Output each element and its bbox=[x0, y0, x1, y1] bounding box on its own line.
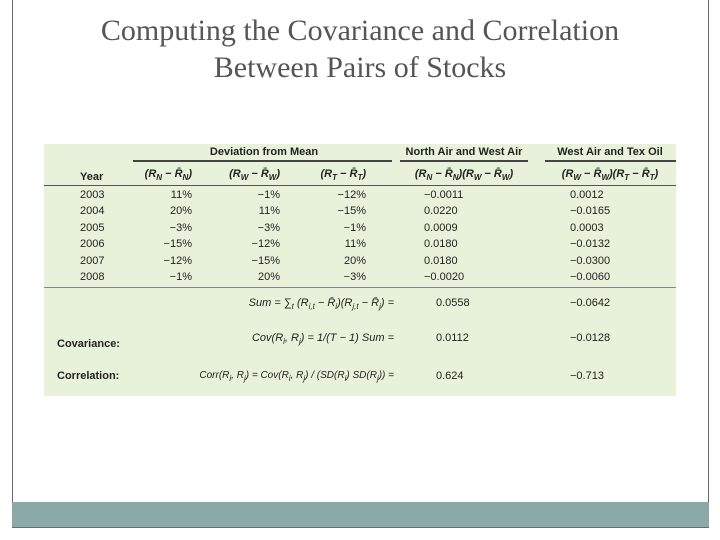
correlation-nw-value: 0.624 bbox=[436, 370, 464, 382]
value-cell: 0.0180 bbox=[424, 254, 458, 267]
value-cell: −12% bbox=[337, 189, 366, 201]
divider bbox=[400, 160, 528, 162]
covariance-label: Covariance: bbox=[57, 338, 120, 350]
covariance-nw-value: 0.0112 bbox=[436, 332, 469, 344]
col-header-wt-product: ($R_W$ − $R̄_W)(R_T$ − $R̄_T$) bbox=[561, 168, 659, 183]
divider bbox=[133, 160, 392, 162]
value-cell: −0.0060 bbox=[570, 271, 611, 283]
value-cell: 11% bbox=[258, 205, 280, 218]
correlation-formula: $Corr(R_i$, $R_j) = Cov(R_i$, $R_j) / (SD(R_i) SD(R_j))$ = bbox=[199, 370, 394, 383]
value-cell: −3% bbox=[343, 271, 366, 283]
value-cell: −1% bbox=[169, 271, 192, 283]
col-header-nw-product: ($R_N$ − $R̄_N)(R_W$ − $R̄_W$) bbox=[414, 168, 514, 183]
value-cell: 0.0180 bbox=[424, 238, 458, 251]
covariance-table bbox=[44, 144, 676, 396]
value-cell: 0.0012 bbox=[570, 189, 604, 201]
value-cell: 20% bbox=[169, 205, 192, 218]
value-cell: −0.0011 bbox=[424, 189, 464, 201]
sum-formula: Sum = $\sum_t$ ($R_{i,t}$ − $R̄_i)(R_{j,t}$ − $R̄_j$) = bbox=[248, 297, 394, 312]
sum-wt-value: −0.0642 bbox=[570, 297, 611, 309]
header-west-tex: West Air and Tex Oil bbox=[557, 146, 663, 158]
value-cell: −15% bbox=[337, 205, 366, 218]
value-cell: −15% bbox=[163, 238, 192, 251]
divider bbox=[44, 185, 676, 186]
divider bbox=[44, 287, 676, 288]
year-cell: 2008 bbox=[80, 271, 105, 283]
divider bbox=[545, 160, 676, 162]
year-cell: 2003 bbox=[80, 189, 105, 201]
covariance-wt-value: −0.0128 bbox=[570, 332, 611, 344]
header-north-west: North Air and West Air bbox=[405, 146, 523, 158]
value-cell: 20% bbox=[343, 254, 366, 267]
value-cell: −0.0132 bbox=[570, 238, 611, 251]
value-cell: −12% bbox=[251, 238, 280, 251]
value-cell: 0.0009 bbox=[424, 221, 458, 234]
value-cell: −15% bbox=[251, 254, 280, 267]
title-line-1: Computing the Covariance and Correlation bbox=[100, 14, 620, 47]
year-cell: 2006 bbox=[80, 238, 105, 251]
value-cell: 11% bbox=[170, 189, 192, 201]
value-cell: 11% bbox=[344, 238, 366, 251]
value-cell: −0.0300 bbox=[570, 254, 611, 267]
value-cell: 0.0003 bbox=[570, 221, 604, 234]
value-cell: −3% bbox=[257, 221, 280, 234]
col-header-rw: ($R_W$ − $R̄_W$) bbox=[229, 168, 280, 183]
covariance-formula: $Cov(R_i$, $R_j) = 1/(T - 1)$ Sum = bbox=[251, 332, 394, 347]
value-cell: −0.0020 bbox=[424, 271, 465, 283]
value-cell: −1% bbox=[257, 189, 280, 201]
header-deviation: Deviation from Mean bbox=[209, 146, 319, 158]
value-cell: −1% bbox=[343, 221, 366, 234]
col-header-rt: ($R_T$ − $R̄_T$) bbox=[320, 168, 366, 183]
year-cell: 2004 bbox=[80, 205, 105, 218]
year-cell: 2005 bbox=[80, 221, 105, 234]
value-cell: −3% bbox=[169, 221, 192, 234]
value-cell: 20% bbox=[257, 271, 280, 283]
col-header-year: Year bbox=[80, 171, 104, 183]
col-header-rn: ($R_N$ − $R̄_N$) bbox=[144, 168, 192, 183]
value-cell: −12% bbox=[163, 254, 192, 267]
value-cell: −0.0165 bbox=[570, 205, 611, 218]
value-cell: 0.0220 bbox=[424, 205, 458, 218]
title-line-2: Between Pairs of Stocks bbox=[213, 51, 507, 84]
year-cell: 2007 bbox=[80, 254, 105, 267]
slide-footer-bar bbox=[12, 502, 709, 528]
correlation-wt-value: −0.713 bbox=[570, 370, 604, 382]
correlation-label: Correlation: bbox=[57, 370, 120, 382]
slide-title bbox=[0, 12, 720, 86]
sum-nw-value: 0.0558 bbox=[436, 297, 470, 309]
